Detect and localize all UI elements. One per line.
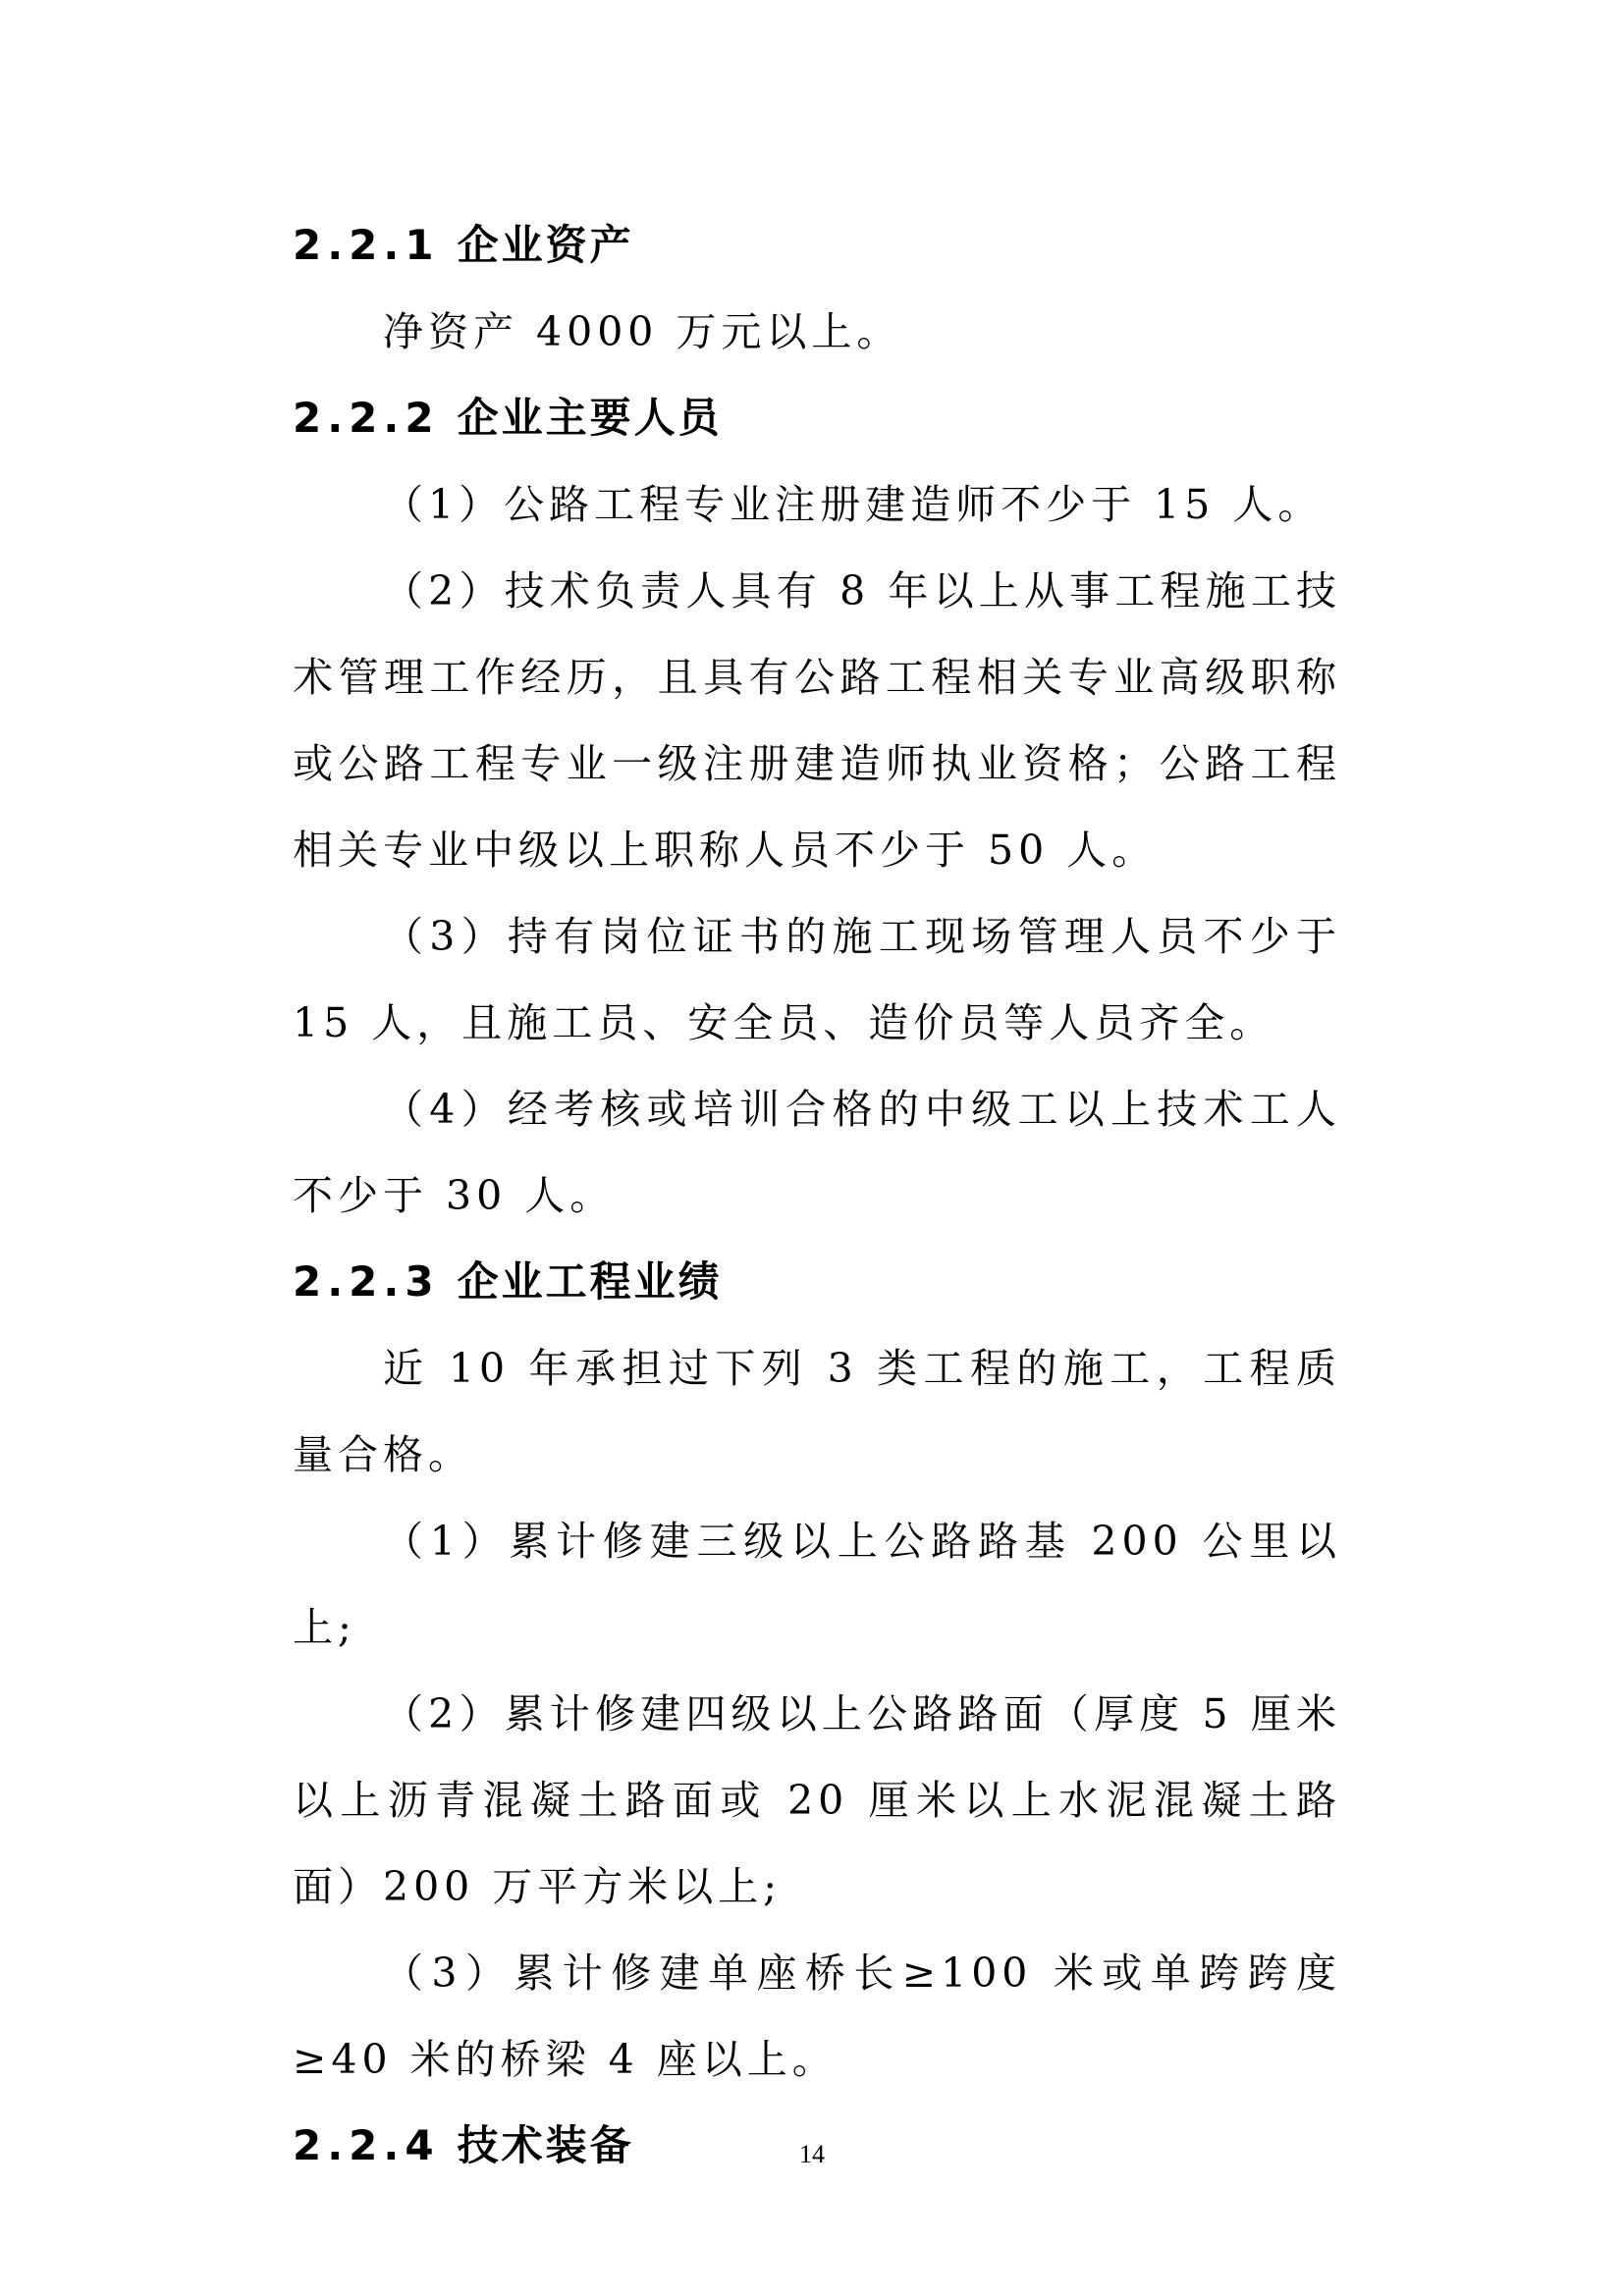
paragraph-performance-1: （1）累计修建三级以上公路路基 200 公里以上; <box>293 1518 1341 1651</box>
paragraph-net-assets: 净资产 4000 万元以上。 <box>383 308 902 355</box>
paragraph-personnel-1: （1）公路工程专业注册建造师不少于 15 人。 <box>383 481 1324 528</box>
section-number: 2.2.4 <box>293 2121 440 2169</box>
page-number: 14 <box>799 2140 825 2168</box>
document-body <box>293 202 1341 2189</box>
section-title: 企业资产 <box>457 221 634 269</box>
section-number: 2.2.1 <box>293 221 440 269</box>
paragraph-personnel-2: （2）技术负责人具有 8 年以上从事工程施工技术管理工作经历，且具有公路工程相关专业高级职称或公路工程专业一级注册建造师执业资格；公路工程相关专业中级以上职称人员不少于 50 人。 <box>293 567 1341 874</box>
paragraph-performance-2: （2）累计修建四级以上公路路面（厚度 5 厘米以上沥青混凝土路面或 20 厘米以上水泥混凝土路面）200 万平方米以上; <box>293 1690 1341 1910</box>
section-heading-2-2-2 <box>293 375 1341 461</box>
section-title: 企业主要人员 <box>457 394 723 442</box>
paragraph-performance-intro: 近 10 年承担过下列 3 类工程的施工，工程质量合格。 <box>293 1345 1341 1478</box>
paragraph-personnel-4: （4）经考核或培训合格的中级工以上技术工人不少于 30 人。 <box>293 1086 1341 1219</box>
paragraph-personnel-3: （3）持有岗位证书的施工现场管理人员不少于 15 人，且施工员、安全员、造价员等人员齐全。 <box>293 913 1341 1046</box>
paragraph-performance-3: （3）累计修建单座桥长≥100 米或单跨跨度≥40 米的桥梁 4 座以上。 <box>293 1949 1341 2083</box>
section-title: 技术装备 <box>457 2121 634 2169</box>
section-number: 2.2.2 <box>293 394 440 442</box>
section-heading-2-2-3 <box>293 1239 1341 1325</box>
section-number: 2.2.3 <box>293 1257 440 1306</box>
section-heading-2-2-1 <box>293 202 1341 289</box>
section-title: 企业工程业绩 <box>457 1257 723 1306</box>
